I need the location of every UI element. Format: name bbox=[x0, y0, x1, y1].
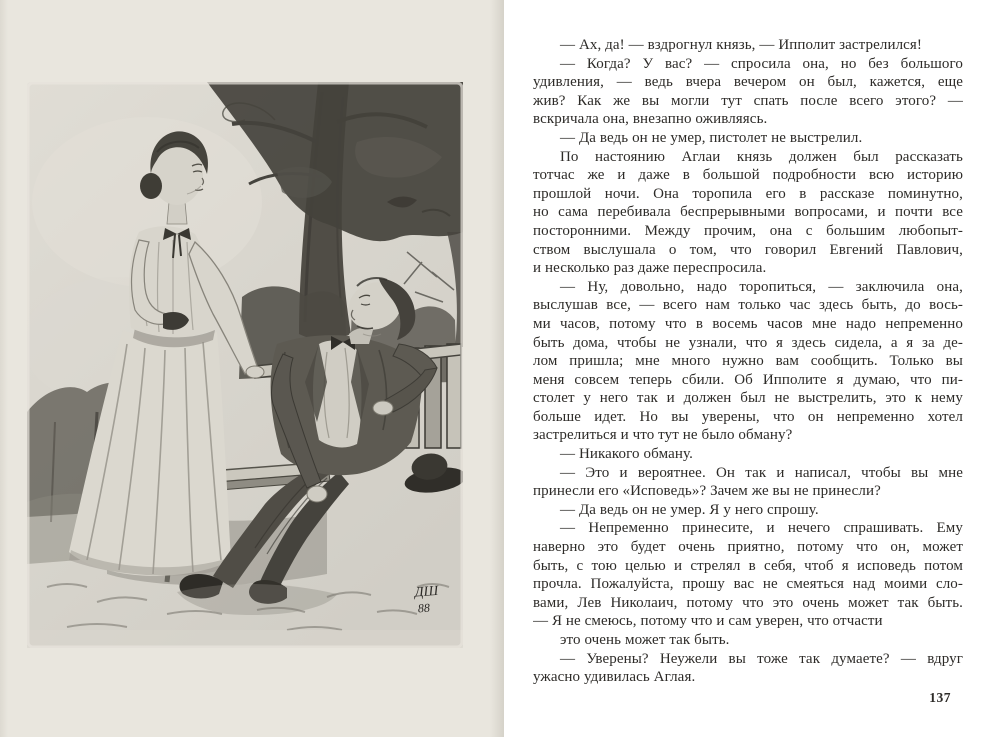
artist-signature-initials: ДШ bbox=[414, 583, 439, 601]
text-line: это очень может так быть. bbox=[560, 632, 730, 648]
paragraph bbox=[533, 445, 963, 464]
text-line: — Никакого обману. bbox=[560, 446, 693, 463]
page-number: 137 bbox=[929, 690, 951, 705]
paragraph bbox=[533, 148, 963, 278]
text-line: — Уверены? Неужели вы тоже так думаете? — вдруг bbox=[560, 650, 963, 667]
paragraph bbox=[533, 129, 963, 148]
text-line: прочла. Пожалуйста, прошу вас не смеяться над моими сло- bbox=[533, 576, 963, 593]
paragraph bbox=[533, 464, 963, 501]
text-line: больше идет. Но вы уверены, что он непременно хотел bbox=[533, 408, 963, 425]
text-line: столет у него так и должен был не выстрелить, это к нему bbox=[533, 390, 963, 407]
text-line: По настоянию Аглаи князь должен был рассказать bbox=[560, 148, 963, 165]
text-line: ужасно удивилась Аглая. bbox=[533, 669, 696, 686]
text-line: и несколько раз даже переспросила. bbox=[533, 260, 767, 277]
text-line: принесли его «Исповедь»? Зачем же вы не принесли? bbox=[533, 483, 881, 500]
paragraph bbox=[533, 631, 963, 650]
text-line: быть дома, чтобы не узнали, что я здесь сидела, а я за де- bbox=[533, 334, 963, 351]
text-line: тотчас же и даже в большой подробности всю историю bbox=[533, 167, 963, 184]
text-line: выслушав все, — всего нам только час здесь быть, до вось- bbox=[533, 297, 963, 314]
text-line: — Это и вероятнее. Он так и написал, чтобы вы мне bbox=[560, 464, 963, 481]
right-page bbox=[504, 0, 1000, 741]
text-line: застрелиться и что тут не было обману? bbox=[533, 427, 793, 444]
paragraph bbox=[533, 650, 963, 687]
paragraph bbox=[533, 501, 963, 520]
text-line: — Да ведь он не умер, пистолет не выстрелил. bbox=[560, 129, 863, 146]
text-line: ством выслушала о том, что говорил Евгений Павлович, bbox=[533, 241, 963, 258]
text-line: но сама перебивала беспрерывными вопросами, и почти все bbox=[533, 204, 963, 221]
text-line: — Ну, довольно, надо торопиться, — заключила она, bbox=[560, 278, 963, 295]
paragraph bbox=[533, 55, 963, 129]
text-line: лом пришла; мне много нужно вам сообщить. Только вы bbox=[533, 353, 963, 370]
text-line: — Когда? У вас? — спросила она, но без большого bbox=[560, 55, 963, 72]
text-line: удивления, — ведь вчера вечером он был, кажется, еще bbox=[533, 74, 963, 91]
text-line: — Я не смеюсь, потому что и сам уверен, что отчасти bbox=[533, 613, 883, 630]
text-line: меня совсем теперь сбили. Об Ипполите я думаю, что пи- bbox=[533, 371, 963, 388]
paragraph bbox=[533, 519, 963, 631]
text-line: жив? Как же вы могли тут спать после всего этого? — bbox=[533, 92, 963, 109]
text-line: прошлой ночи. Она торопила его в рассказе поминутно, bbox=[533, 185, 963, 202]
text-line: — Да ведь он не умер. Я у него спрошу. bbox=[560, 501, 819, 518]
text-line: — Непременно принесите, и нечего спрашивать. Ему bbox=[560, 520, 963, 537]
text-line: ми часов, потому что в восемь часов мне надо непременно bbox=[533, 315, 963, 332]
paragraph bbox=[533, 278, 963, 445]
text-line: вами, Лев Николаич, потому что это очень может так быть. bbox=[533, 594, 963, 611]
illustration-drawing bbox=[27, 82, 463, 648]
artist-signature-year: 88 bbox=[417, 600, 431, 616]
text-column bbox=[533, 36, 963, 687]
text-line: вскричала она, внезапно оживляясь. bbox=[533, 111, 768, 128]
text-line: посторонними. Между прочим, она с большим любопыт- bbox=[533, 222, 963, 239]
text-line: — Ах, да! — вздрогнул князь, — Ипполит застрелился! bbox=[560, 37, 923, 53]
paragraph bbox=[533, 36, 963, 55]
text-line: наверно это будет очень приятно, потому что он, может bbox=[533, 539, 963, 556]
book-illustration bbox=[27, 82, 463, 648]
text-line: быть, с тою целью и стрелял в себя, чтоб я исповедь потом bbox=[533, 557, 963, 574]
